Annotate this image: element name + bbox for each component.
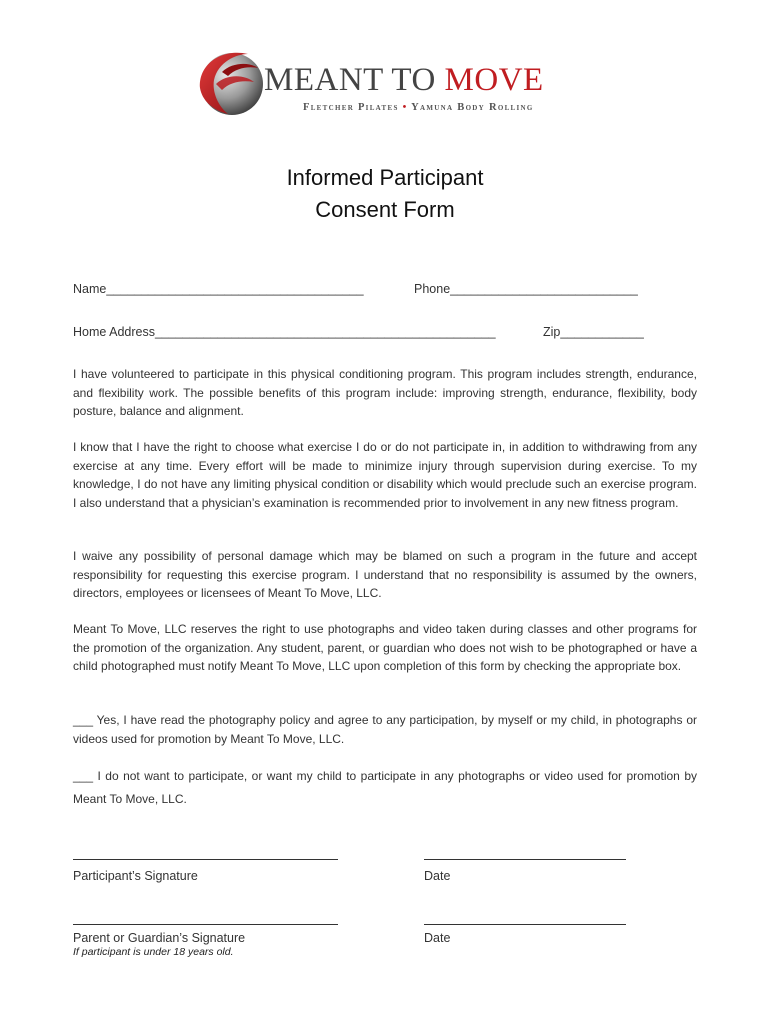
paragraph-photo-policy: Meant To Move, LLC reserves the right to use photographs and video taken during classes and other programs for the promotion of the organization. Any student, parent, or guardian who does not wish to be photographed or have a child photographed must notify Meant To Move, LLC upon completion of this form by checking the appropriate box. xyxy=(73,622,697,673)
date-label-2: Date xyxy=(424,931,451,945)
photo-consent-no-option[interactable]: ___ I do not want to participate, or want my child to participate in any photographs or video used for promotion by Meant To Move, LLC. xyxy=(73,769,697,806)
zip-field[interactable]: Zip____________ xyxy=(543,325,644,339)
participant-signature-label: Participant’s Signature xyxy=(73,869,198,883)
guardian-signature-label: Parent or Guardian’s Signature xyxy=(73,931,246,945)
guardian-note: If participant is under 18 years old. xyxy=(73,946,234,958)
home-address-field[interactable]: Home Address_________________________________________________ xyxy=(73,325,496,339)
brand-name-part2: MOVE xyxy=(444,62,544,98)
participant-signature-line[interactable] xyxy=(73,859,338,860)
form-title-line2: Consent Form xyxy=(315,197,455,222)
tagline-dot: • xyxy=(402,102,408,113)
form-title-line1: Informed Participant xyxy=(286,165,484,190)
guardian-signature-line[interactable] xyxy=(73,924,338,925)
date-label-1: Date xyxy=(424,869,451,883)
brand-name xyxy=(264,64,544,97)
brand-name-part1: MEANT TO xyxy=(264,62,445,98)
paragraph-program-description: I have volunteered to participate in this physical conditioning program. This program includes strength, endurance, and flexibility work. The possible benefits of this program include: improving strength, endurance, flexibility, body posture, balance and alignment. xyxy=(73,367,697,418)
brand-tagline xyxy=(303,102,534,113)
phone-field[interactable]: Phone___________________________ xyxy=(414,282,638,296)
tagline-left: Fletcher Pilates xyxy=(303,102,399,113)
company-logo xyxy=(192,44,572,122)
name-field[interactable]: Name_____________________________________ xyxy=(73,282,364,296)
tagline-right: Yamuna Body Rolling xyxy=(411,102,534,113)
photo-consent-yes-option[interactable]: ___ Yes, I have read the photography policy and agree to any participation, by myself or my child, in photographs or videos used for promotion by Meant To Move, LLC. xyxy=(73,713,697,746)
logo-swirl-icon xyxy=(192,44,272,122)
date-line-2[interactable] xyxy=(424,924,626,925)
paragraph-waiver: I waive any possibility of personal damage which may be blamed on such a program in the future and accept responsibility for requesting this exercise program. I understand that no responsibility is assumed by the owners, directors, employees or licensees of Meant To Move, LLC. xyxy=(73,549,697,600)
paragraph-rights: I know that I have the right to choose what exercise I do or do not participate in, in addition to withdrawing from any exercise at any time. Every effort will be made to minimize injury through supervision during exercise. To my knowledge, I do not have any limiting physical condition or disability which would preclude such an exercise program. I also understand that a physician’s examination is recommended prior to involvement in any new fitness program. xyxy=(73,440,697,510)
date-line-1[interactable] xyxy=(424,859,626,860)
